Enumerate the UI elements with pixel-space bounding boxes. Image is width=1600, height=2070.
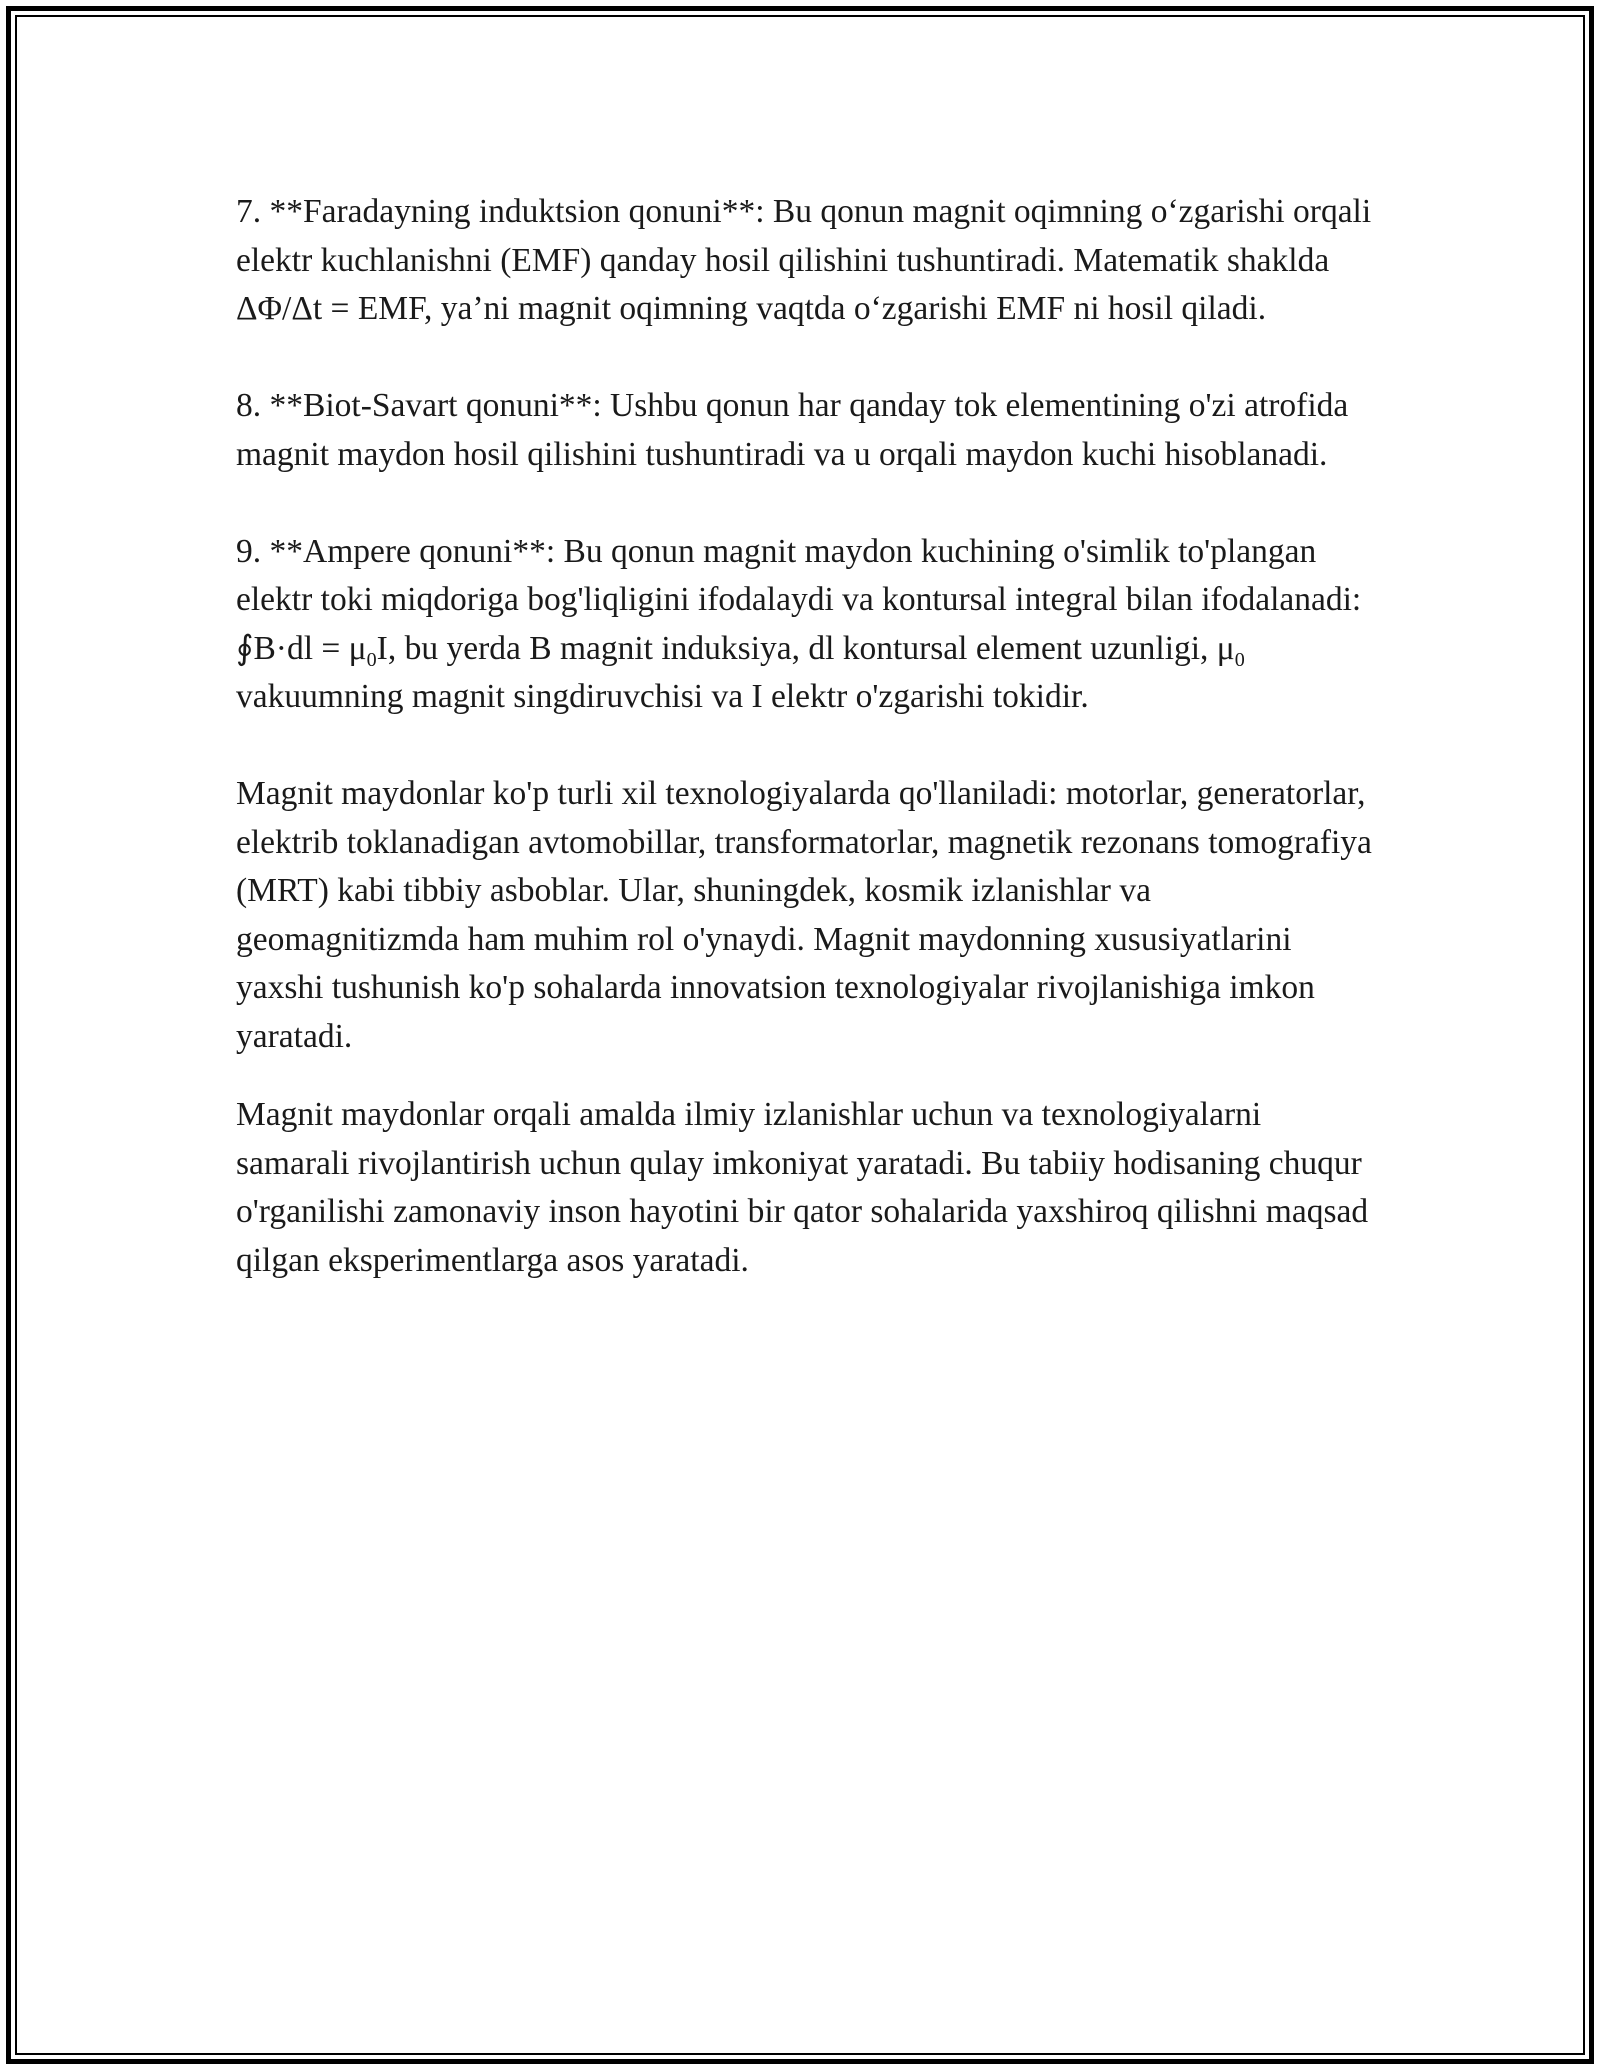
paragraph-faraday-law: 7. **Faradayning induktsion qonuni**: Bu qonun magnit oqimning o‘zgarishi orqali elektr kuchlanishni (EMF) qanday hosil qilishini tushuntiradi. Matematik shaklda ΔΦ/Δt = EMF, ya’ni magnit oqimning vaqtda o‘zgarishi EMF ni hosil qiladi.	[236, 193, 1372, 327]
ampere-subscript-2: 0	[1234, 648, 1245, 671]
ampere-subscript-1: 0	[366, 648, 377, 671]
paragraph-conclusion: Magnit maydonlar orqali amalda ilmiy izlanishlar uchun va texnologiyalarni samarali rivojlantirish uchun qulay imkoniyat yaratadi. Bu tabiiy hodisaning chuqur o'rganilishi zamonaviy inson hayotini bir qator sohalarida yaxshiroq qilishni maqsad qilgan eksperimentlarga asos yaratadi.	[236, 1096, 1369, 1279]
ampere-text-part-1: 9. **Ampere qonuni**: Bu qonun magnit maydon kuchining o'simlik to'plangan elektr toki miqdoriga bog'liqligini ifodalaydi va kontursal integral bilan ifodalanadi: ∮B·dl = μ	[236, 532, 1362, 667]
ampere-text-part-3: vakuumning magnit singdiruvchisi va I elektr o'zgarishi tokidir.	[236, 678, 1089, 715]
ampere-text-part-2: I, bu yerda B magnit induksiya, dl kontursal element uzunligi, μ	[376, 629, 1235, 667]
document-body	[236, 188, 1376, 1334]
paragraph-ampere-law	[236, 528, 1376, 722]
paragraph-biot-savart-law: 8. **Biot-Savart qonuni**: Ushbu qonun har qanday tok elementining o'zi atrofida magnit maydon hosil qilishini tushuntiradi va u orqali maydon kuchi hisoblanadi.	[236, 387, 1349, 473]
paragraph-applications: Magnit maydonlar ko'p turli xil texnologiyalarda qo'llaniladi: motorlar, generatorlar, elektrib toklanadigan avtomobillar, transformatorlar, magnetik rezonans tomografiya (MRT) kabi tibbiy asboblar. Ular, shuningdek, kosmik izlanishlar va geomagnitizmda ham muhim rol o'ynaydi. Magnit maydonning xususiyatlarini yaxshi tushunish ko'p sohalarda innovatsion texnologiyalar rivojlanishiga imkon yaratadi.	[236, 775, 1372, 1055]
